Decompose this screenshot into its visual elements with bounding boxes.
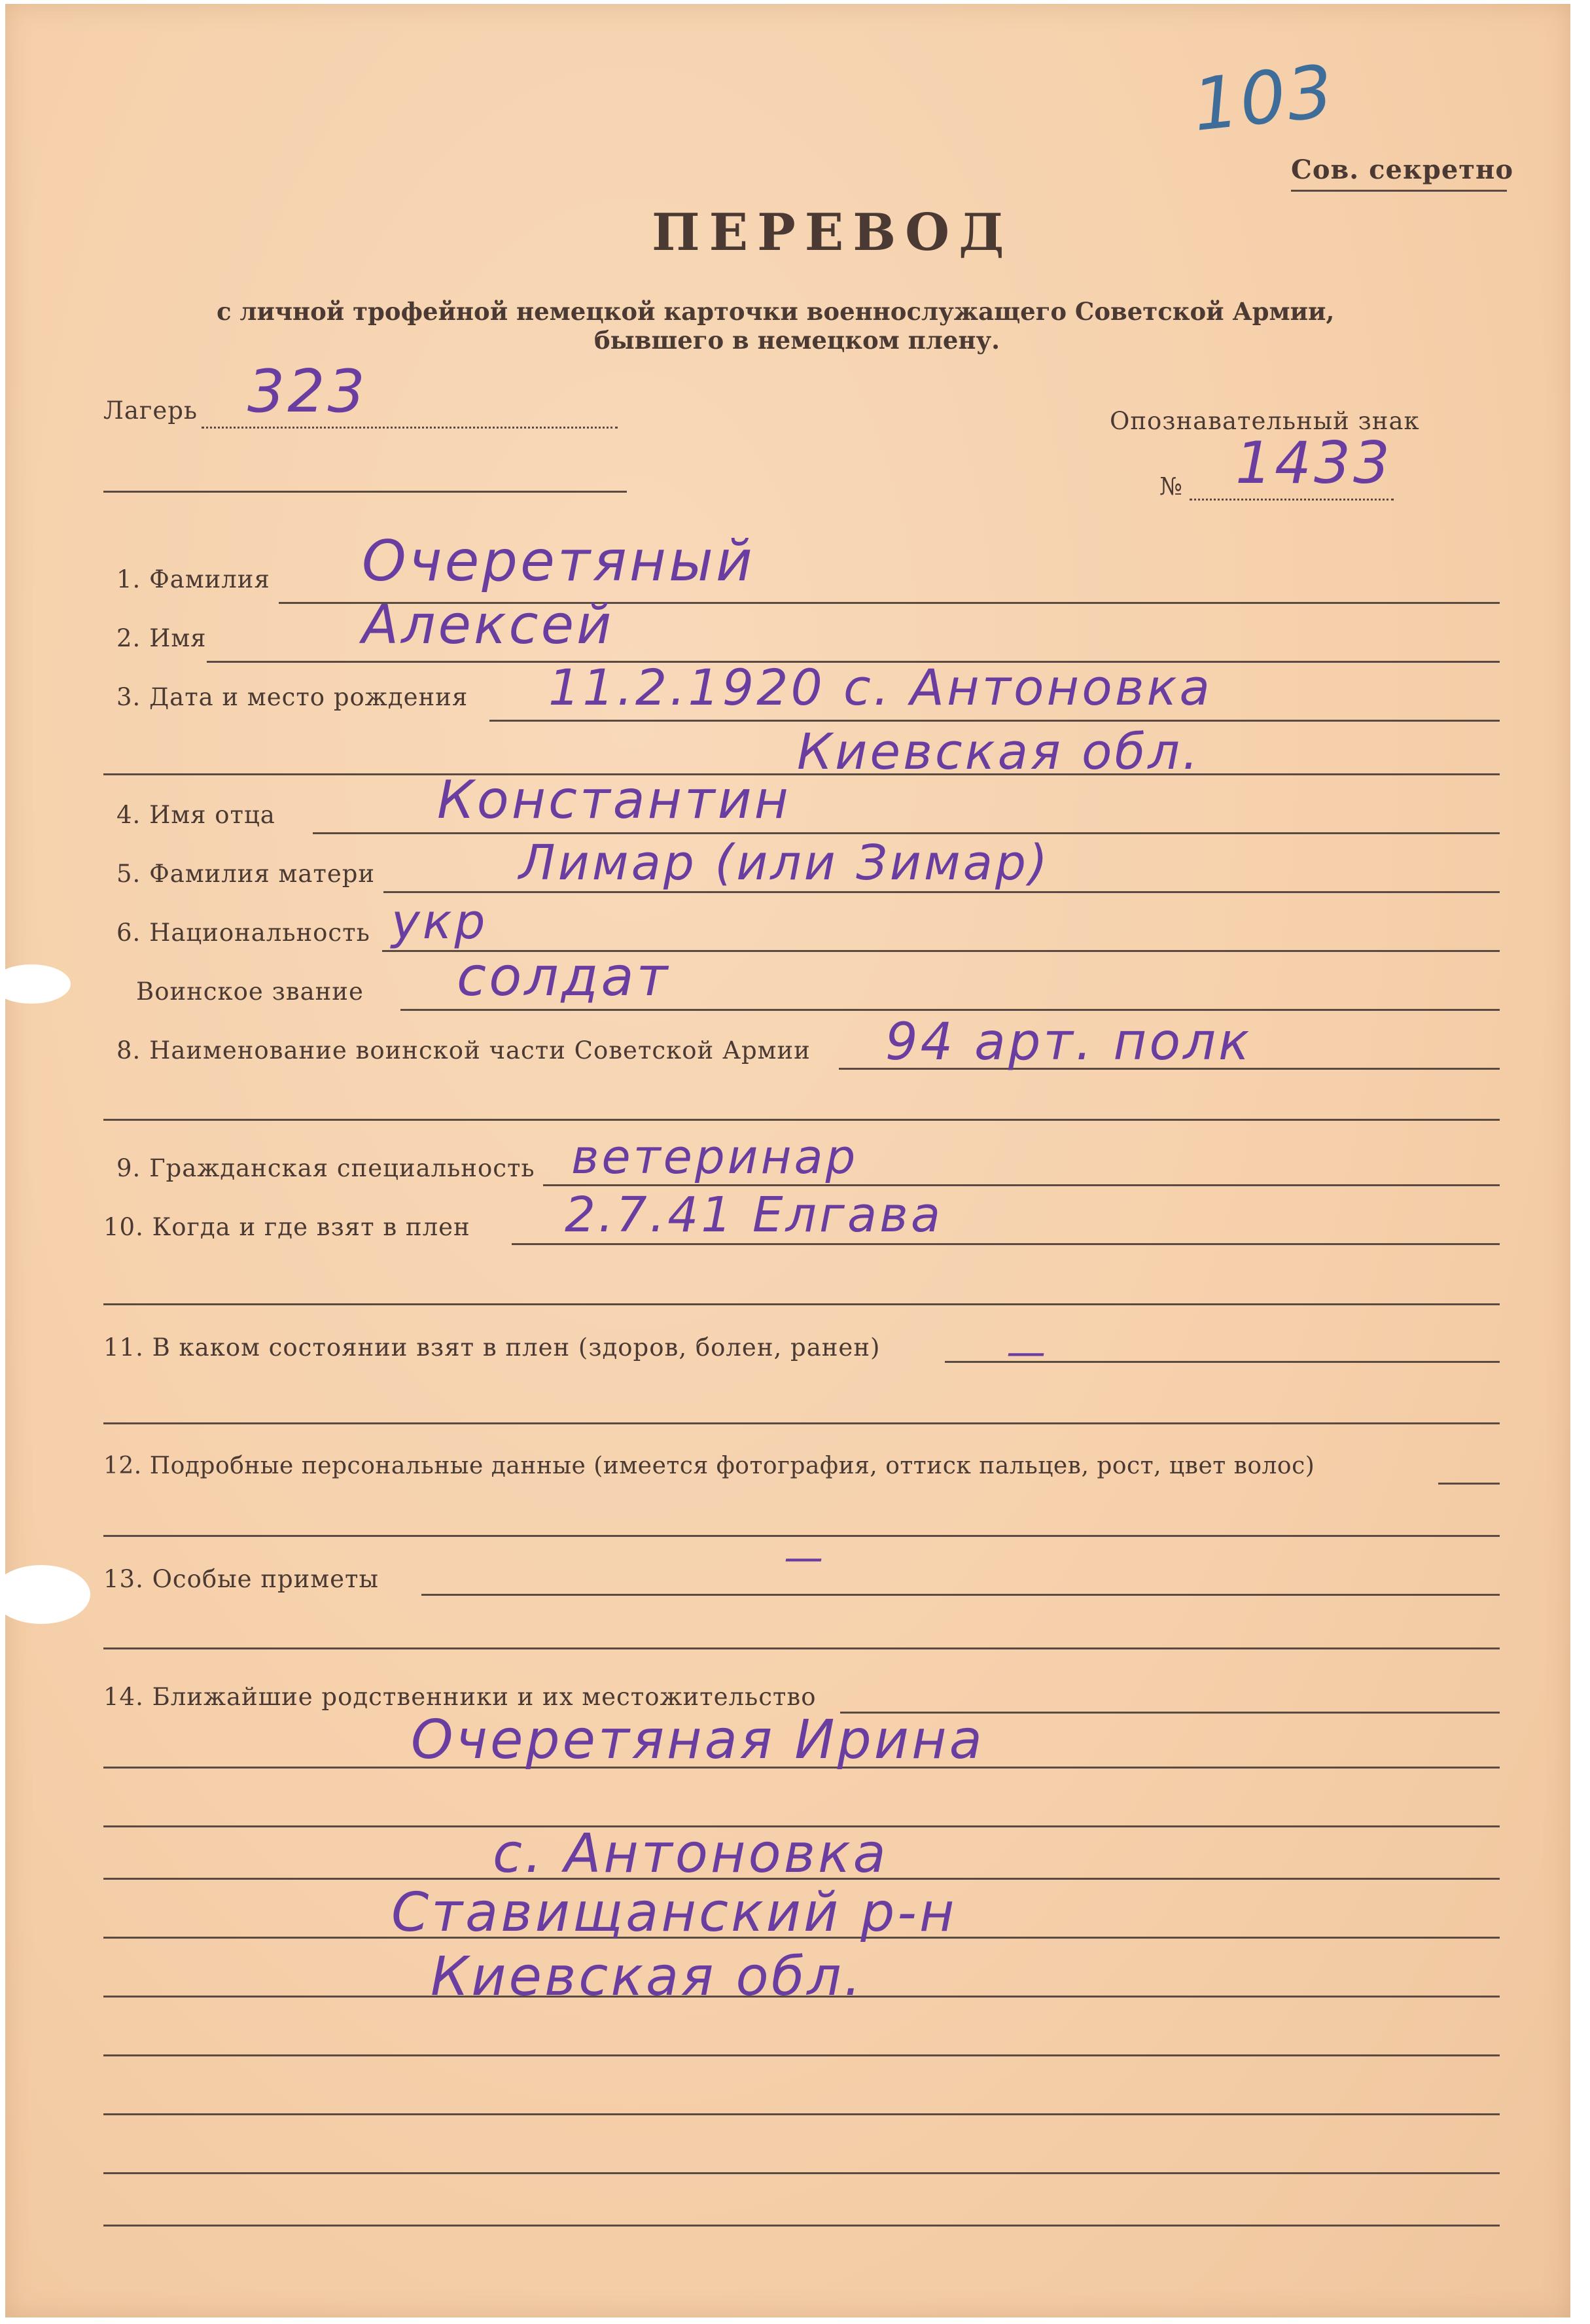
id-tag-prefix: № <box>1159 472 1184 501</box>
field-line-marks <box>421 1594 1500 1596</box>
field-label-personal: 12. Подробные персональные данные (имеется фотография, оттиск пальцев, рост, цвет волос) <box>103 1452 1315 1479</box>
field-value-profession: ветеринар <box>571 1129 858 1184</box>
subtitle-line-1: с личной трофейной немецкой карточки военнослужащего Советской Армии, <box>217 297 1335 326</box>
field-label-birth: 3. Дата и место рождения <box>116 683 468 711</box>
field-line-father <box>313 832 1500 834</box>
page-title: ПЕРЕВОД <box>652 203 1014 262</box>
document-sheet <box>5 4 1570 2317</box>
field-line-condition-2 <box>103 1422 1500 1424</box>
field-line-birth <box>489 720 1500 722</box>
field-value-unit: 94 арт. полк <box>885 1013 1252 1072</box>
relatives-value-3: Ставищанский р-н <box>391 1882 957 1944</box>
field-label-mother: 5. Фамилия матери <box>116 860 376 888</box>
classification-stamp: Сов. секретно <box>1291 154 1514 185</box>
field-value-captured: 2.7.41 Елгава <box>565 1187 944 1243</box>
id-tag-label: Опознавательный знак <box>1110 407 1420 435</box>
field-value-name: Алексей <box>362 594 614 656</box>
relatives-line-8 <box>103 2172 1500 2174</box>
field-value-birth: 11.2.1920 с. Антоновка <box>548 658 1212 716</box>
torn-hole-top <box>5 964 71 1004</box>
camp-value: 323 <box>247 357 368 426</box>
field-value-condition: — <box>1006 1329 1048 1375</box>
field-line-marks-2 <box>103 1647 1500 1649</box>
field-line-captured <box>512 1243 1500 1245</box>
field-line-unit-2 <box>103 1119 1500 1121</box>
field-value-marks: — <box>784 1535 826 1581</box>
field-value-mother: Лимар (или Зимар) <box>519 835 1050 891</box>
relatives-value-2: с. Антоновка <box>493 1823 889 1885</box>
field-line-captured-2 <box>103 1303 1500 1305</box>
torn-hole-bottom <box>5 1565 90 1624</box>
field-label-condition: 11. В каком состоянии взят в плен (здоров, болен, ранен) <box>103 1333 881 1362</box>
field-label-captured: 10. Когда и где взят в плен <box>103 1213 470 1241</box>
field-value-birth-2: Киевская обл. <box>797 722 1201 781</box>
camp-underline <box>202 427 618 429</box>
camp-extra-line <box>103 491 627 493</box>
field-label-marks: 13. Особые приметы <box>103 1565 379 1593</box>
field-line-rank <box>400 1009 1500 1011</box>
relatives-line-9 <box>103 2225 1500 2227</box>
field-line-personal <box>1438 1483 1500 1485</box>
field-label-profession: 9. Гражданская специальность <box>116 1154 535 1182</box>
relatives-value-4: Киевская обл. <box>431 1946 864 2008</box>
field-line-mother <box>383 891 1500 893</box>
field-label-rank: Воинское звание <box>136 977 364 1006</box>
field-line-profession <box>543 1184 1500 1186</box>
field-label-relatives: 14. Ближайшие родственники и их местожительство <box>103 1683 817 1711</box>
field-label-name: 2. Имя <box>116 624 207 652</box>
relatives-line-6 <box>103 2054 1500 2056</box>
camp-label: Лагерь <box>103 396 198 425</box>
id-tag-value: 1433 <box>1235 429 1392 497</box>
relatives-line-7 <box>103 2113 1500 2115</box>
field-value-nationality: укр <box>391 894 488 950</box>
field-value-father: Константин <box>437 769 791 830</box>
field-label-father: 4. Имя отца <box>116 801 275 829</box>
subtitle-line-2: бывшего в немецком плену. <box>594 326 1000 355</box>
field-value-rank: солдат <box>457 946 671 1008</box>
field-value-surname: Очеретяный <box>362 529 755 594</box>
field-label-nationality: 6. Национальность <box>116 919 370 947</box>
field-label-unit: 8. Наименование воинской части Советской Армии <box>116 1036 811 1065</box>
classification-underline <box>1291 190 1507 192</box>
relatives-value-1: Очеретяная Ирина <box>411 1709 985 1771</box>
page-number: 103 <box>1188 49 1339 147</box>
id-tag-underline <box>1190 499 1394 501</box>
field-label-surname: 1. Фамилия <box>116 565 270 593</box>
